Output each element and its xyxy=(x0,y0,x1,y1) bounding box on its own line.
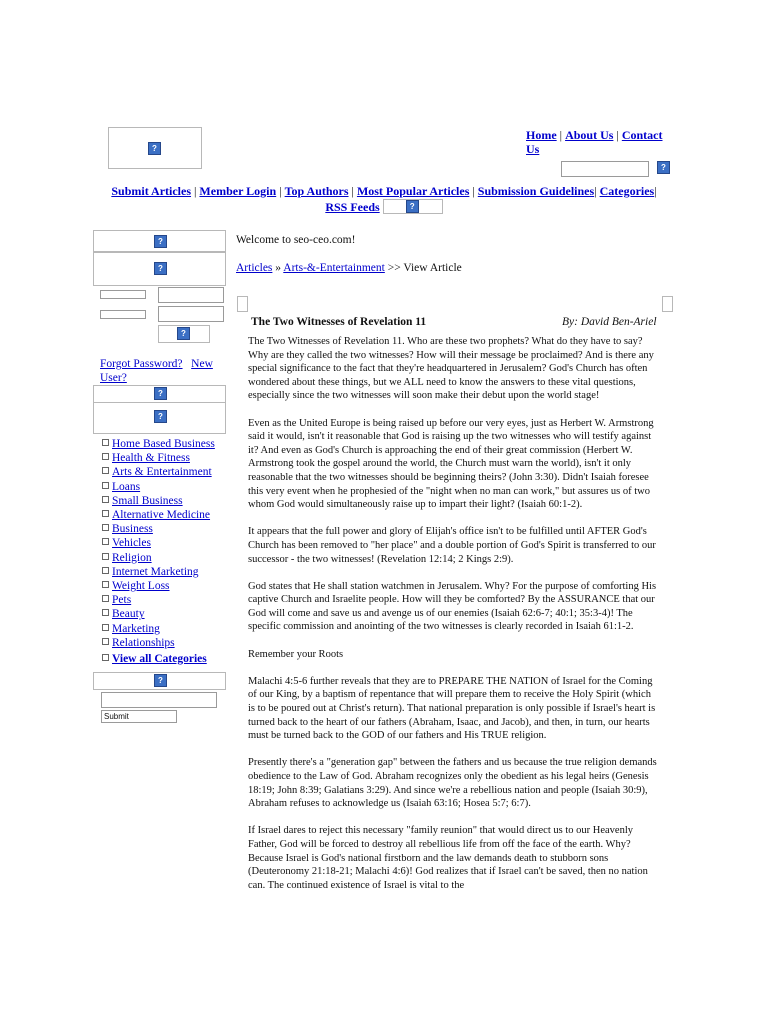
category-link[interactable]: Home Based Business xyxy=(112,438,215,450)
category-item xyxy=(102,607,215,621)
search-button-icon[interactable]: ? xyxy=(657,161,670,174)
header-search-input[interactable] xyxy=(561,161,649,177)
article-byline: By: David Ben-Ariel xyxy=(562,316,657,328)
article-body xyxy=(248,335,660,906)
contact-us-link[interactable]: Contact Us xyxy=(526,128,663,156)
main-navbar: Submit Articles | Member Login | Top Authors | Most Popular Articles | Submission Guidelines| Categories| RSS Feeds ? xyxy=(111,184,657,214)
about-us-link[interactable]: About Us xyxy=(565,128,614,142)
bullet-icon xyxy=(102,654,109,661)
broken-image-icon: ? xyxy=(154,410,167,423)
bullet-icon xyxy=(102,553,109,560)
bullet-icon xyxy=(102,467,109,474)
forgot-password-link[interactable]: Forgot Password? xyxy=(100,358,183,370)
breadcrumb-articles[interactable]: Articles xyxy=(236,262,273,274)
category-link[interactable]: Pets xyxy=(112,594,132,607)
category-link[interactable]: Vehicles xyxy=(112,537,151,550)
category-link[interactable]: Marketing xyxy=(112,622,160,635)
category-link[interactable]: Loans xyxy=(112,480,141,493)
home-link[interactable]: Home xyxy=(526,128,557,142)
category-list xyxy=(102,437,215,666)
corner-image-right xyxy=(662,296,673,312)
nav-most-popular[interactable]: Most Popular Articles xyxy=(356,184,470,198)
category-item xyxy=(102,579,215,593)
category-item xyxy=(102,451,215,465)
breadcrumb-current: View Article xyxy=(403,262,462,274)
category-link[interactable]: Religion xyxy=(112,551,152,564)
article-subheading: Remember your Roots xyxy=(248,648,344,660)
category-item xyxy=(102,480,215,494)
category-link[interactable]: Alternative Medicine xyxy=(112,509,211,522)
breadcrumb xyxy=(236,262,462,274)
article-paragraph: The Two Witnesses of Revelation 11. Who are these two prophets? What do they have to say? Why are they called the two witnesses? How will their message be proclaimed? And is there any special significance to the fact that they're headquartered in Jerusalem? God's Church has often wondered about these things, but we ALL need to know the answers to these vital questions, especially since the two witnesses will soon make their debut upon the world stage! xyxy=(248,336,654,402)
breadcrumb-separator: >> xyxy=(384,262,404,274)
nav-categories[interactable]: Categories xyxy=(599,184,655,198)
password-field[interactable] xyxy=(158,306,224,322)
category-item xyxy=(102,465,215,479)
category-item xyxy=(102,522,215,536)
bullet-icon xyxy=(102,538,109,545)
bullet-icon xyxy=(102,453,109,460)
newsletter-input[interactable] xyxy=(101,692,217,708)
bullet-icon xyxy=(102,609,109,616)
category-item xyxy=(102,437,215,451)
category-link[interactable]: Internet Marketing xyxy=(112,565,199,578)
nav-top-authors[interactable]: Top Authors xyxy=(284,184,349,198)
top-links: Home | About Us | Contact Us xyxy=(526,128,663,156)
bullet-icon xyxy=(102,567,109,574)
category-link[interactable]: Business xyxy=(112,523,153,536)
nav-submission-guidelines[interactable]: Submission Guidelines xyxy=(477,184,595,198)
bullet-icon xyxy=(102,595,109,602)
category-item xyxy=(102,636,215,650)
category-link[interactable]: Small Business xyxy=(112,494,183,507)
breadcrumb-separator: » xyxy=(272,262,284,274)
rss-image-placeholder xyxy=(383,199,443,214)
article-paragraph: Even as the United Europe is being raised up before our very eyes, just as Herbert W. Armstrong said it would, isn't it reasonable that God is raising up the two witnesses who will testify against it? And even as God's Church is approaching the end of their great commission (Herbert W. Armstrong took the gospel around the world, the Church must warn the world), isn't it only reasonable that the two witnesses should be beginning theirs? (John 3:30). Didn't Isaiah foresee this very event when he prophesied of the "night when no man can work," but assures us of two whom God would simultaneously raise up to impart their light? (Isaiah 60:1-2). xyxy=(248,417,654,511)
nav-member-login[interactable]: Member Login xyxy=(199,184,277,198)
bullet-icon xyxy=(102,638,109,645)
article-paragraph: Malachi 4:5-6 further reveals that they are to PREPARE THE NATION of Israel for the Coming of our King, by a baptism of repentance that will prepare them to receive the Holy Spirit (which is to be poured out at Christ's return). That national preparation is only possible if Israel's heart is turned back to the heart of our fathers (Abraham, Isaac, and Jacob), and then, in turn, our hearts must be turned back to the GOD of our fathers and His TRUE religion. xyxy=(248,675,656,742)
broken-image-icon: ? xyxy=(154,387,167,400)
category-link[interactable]: Arts & Entertainment xyxy=(112,466,212,479)
view-all-categories-link[interactable]: View all Categories xyxy=(112,653,207,666)
username-label-box xyxy=(100,290,146,299)
broken-image-icon: ? xyxy=(154,262,167,275)
article-paragraph: If Israel dares to reject this necessary "family reunion" that would direct us to our Heavenly Father, God will be forced to destroy all rebellious life from off the face of the earth. Why? Because Israel is God's national firstborn and the law demands death to stubborn sons (Deuteronomy 21:18-21; Malachi 4:6)! God realizes that if Israel can't be saved, then no nation can. The continued existence of Israel is vital to the xyxy=(248,825,648,891)
article-paragraph: God states that He shall station watchmen in Jerusalem. Why? For the purpose of comforting His captive Church and Israelite people. How will they be comforted? By the ASSURANCE that our God will come and save us and avenge us of our enemies (Isaiah 62:6-7; 40:1; 35:3-4)! The specific commission and anointing of the two witnesses is clearly recorded in Isaiah 61:1-2. xyxy=(248,580,657,633)
account-links xyxy=(100,357,225,385)
bullet-icon xyxy=(102,482,109,489)
category-item xyxy=(102,508,215,522)
welcome-text: Welcome to seo-ceo.com! xyxy=(236,234,356,246)
category-item xyxy=(102,593,215,607)
bullet-icon xyxy=(102,496,109,503)
new-user-link[interactable]: New User? xyxy=(100,358,213,384)
article-title: The Two Witnesses of Revelation 11 xyxy=(251,316,427,328)
submit-button[interactable]: Submit xyxy=(101,710,177,723)
bullet-icon xyxy=(102,439,109,446)
breadcrumb-category[interactable]: Arts-&-Entertainment xyxy=(283,262,385,274)
category-link[interactable]: Weight Loss xyxy=(112,580,170,593)
corner-image-left xyxy=(237,296,248,312)
category-item xyxy=(102,551,215,565)
bullet-icon xyxy=(102,510,109,517)
broken-image-icon: ? xyxy=(154,674,167,687)
nav-rss-feeds[interactable]: RSS Feeds xyxy=(325,200,380,214)
category-link[interactable]: Health & Fitness xyxy=(112,452,190,465)
category-link[interactable]: Relationships xyxy=(112,636,175,649)
category-item xyxy=(102,536,215,550)
bullet-icon xyxy=(102,581,109,588)
broken-image-icon: ? xyxy=(148,142,161,155)
bullet-icon xyxy=(102,524,109,531)
bullet-icon xyxy=(102,624,109,631)
broken-image-icon: ? xyxy=(406,200,419,213)
article-paragraph: Presently there's a "generation gap" between the fathers and us because the true religion demands obedience to the Law of God. Abraham recognizes only the obedient as his legal heirs (Genesis 18:19; John 8:39; Galatians 3:29). And since we're a rebellious nation and people (Isaiah 30:9), Abraham refuses to acknowledge us (Isaiah 63:16; Hosea 5:7; 6:7). xyxy=(248,757,657,810)
category-item xyxy=(102,622,215,636)
category-item xyxy=(102,652,215,666)
broken-image-icon: ? xyxy=(154,235,167,248)
username-field[interactable] xyxy=(158,287,224,303)
password-label-box xyxy=(100,310,146,319)
login-icon: ? xyxy=(177,327,190,340)
nav-submit-articles[interactable]: Submit Articles xyxy=(111,184,192,198)
category-link[interactable]: Beauty xyxy=(112,608,145,621)
category-item xyxy=(102,565,215,579)
category-item xyxy=(102,494,215,508)
article-paragraph: It appears that the full power and glory of Elijah's office isn't to be fulfilled until AFTER God's Church has been removed to "her place" and a double portion of God's Spirit is transferred to our successor - the two witnesses! (Revelation 12:14; 2 Kings 2:9). xyxy=(248,526,656,565)
